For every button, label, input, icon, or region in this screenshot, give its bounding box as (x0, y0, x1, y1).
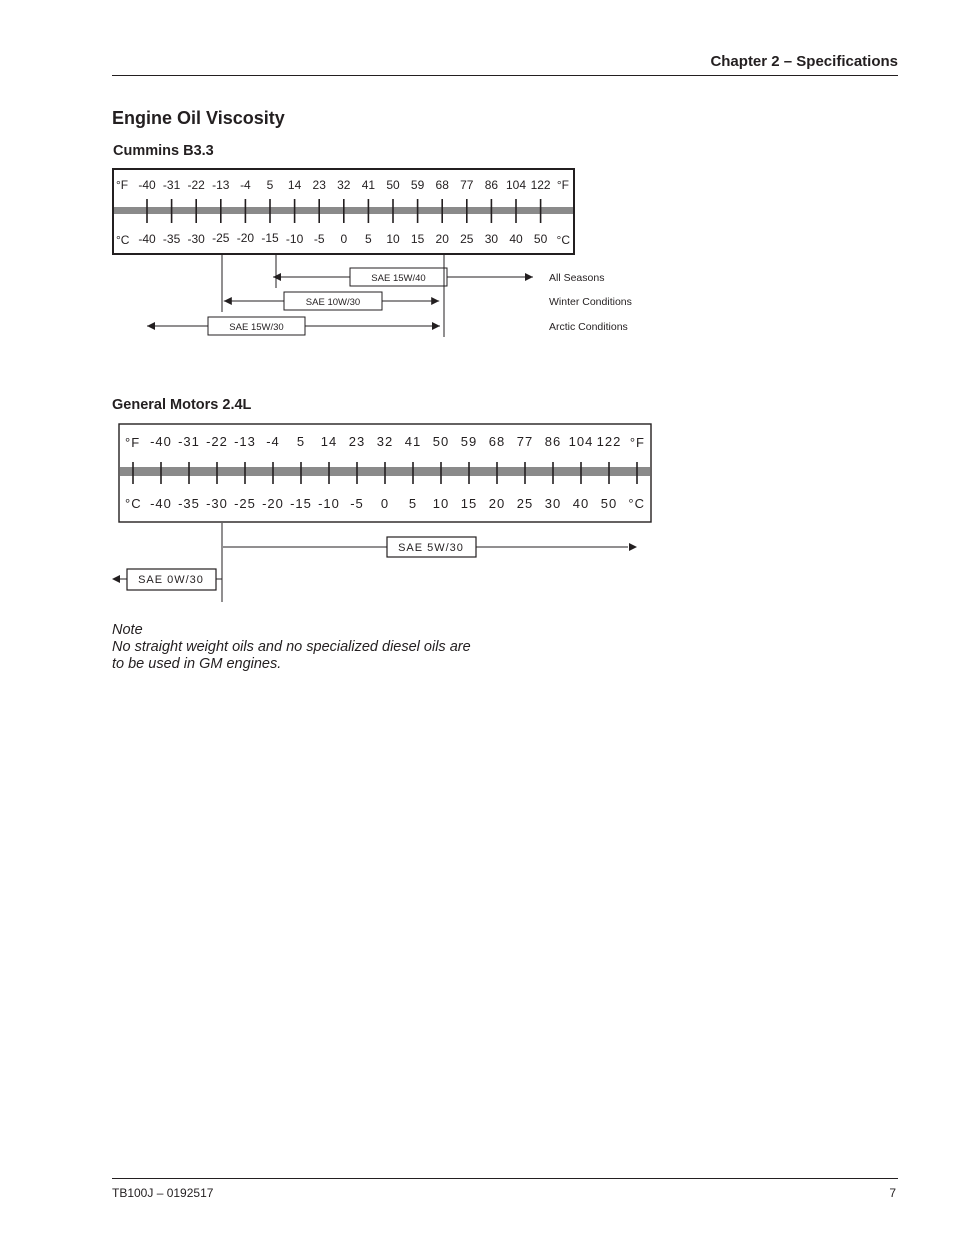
gm-tick-label-f: 41 (404, 434, 422, 449)
gm-tick-label-c: -15 (290, 496, 312, 511)
cummins-tick-label-c: -30 (187, 232, 205, 246)
cummins-tick-label-f: 50 (386, 178, 400, 192)
cummins-condition-label: All Seasons (549, 272, 605, 284)
gm-unit-f-right: °F (629, 435, 645, 450)
cummins-tick-label-f: 122 (530, 178, 551, 192)
note-line-2: to be used in GM engines. (112, 656, 282, 672)
cummins-tick-label-f: -22 (187, 178, 205, 192)
gm-range-arrow-left (112, 575, 120, 583)
note-line-1: No straight weight oils and no specialized diesel oils are (112, 639, 471, 655)
cummins-unit-f-right: °F (556, 178, 569, 192)
gm-tick-label-c: -5 (350, 496, 364, 511)
gm-tick-label-f: 32 (376, 434, 394, 449)
gm-tick-label-c: 30 (544, 496, 562, 511)
cummins-tick-label-c: 15 (410, 232, 425, 246)
cummins-tick-label-f: 14 (287, 178, 302, 192)
cummins-tick-label-c: -40 (138, 232, 156, 246)
note-title: Note (112, 622, 143, 638)
cummins-tick-label-c: 50 (533, 232, 548, 246)
footer-page-number: 7 (889, 1186, 896, 1200)
cummins-tick-label-c: 30 (484, 232, 499, 246)
gm-tick-label-c: 0 (380, 496, 390, 511)
gm-tick-label-c: -40 (150, 496, 172, 511)
cummins-unit-f-left: °F (116, 178, 129, 192)
gm-tick-label-c: 50 (600, 496, 618, 511)
cummins-tick-label-f: 32 (337, 178, 351, 192)
cummins-tick-label-f: 41 (361, 178, 376, 192)
gm-tick-label-c: 15 (460, 496, 478, 511)
cummins-tick-label-f: 86 (484, 178, 499, 192)
cummins-tick-label-c: -5 (313, 232, 325, 246)
gm-tick-label-f: 104 (568, 434, 594, 449)
cummins-unit-c-right: °C (556, 233, 570, 247)
cummins-tick-label-c: -20 (236, 231, 255, 245)
cummins-tick-label-f: 68 (435, 178, 449, 192)
cummins-tick-label-f: -13 (212, 178, 230, 192)
gm-range-arrow-right (629, 543, 637, 551)
cummins-tick-label-f: 77 (460, 178, 474, 192)
gm-unit-c-right: °C (628, 496, 645, 511)
cummins-unit-c-left: °C (116, 233, 130, 247)
cummins-range-label: SAE 15W/40 (371, 273, 426, 284)
cummins-range-label: SAE 15W/30 (229, 322, 284, 333)
cummins-condition-label: Arctic Conditions (549, 321, 628, 333)
note-block (112, 622, 471, 673)
gm-tick-label-f: -4 (266, 434, 280, 449)
cummins-tick-label-c: -10 (285, 232, 304, 246)
cummins-tick-label-f: 104 (505, 178, 527, 192)
gm-tick-label-c: -35 (178, 496, 200, 511)
gm-unit-c-left: °C (125, 496, 142, 511)
cummins-tick-label-f: -40 (138, 178, 156, 192)
cummins-tick-label-f: 5 (266, 178, 274, 192)
gm-tick-label-f: 77 (516, 434, 534, 449)
cummins-tick-label-c: 5 (365, 232, 372, 246)
gm-tick-label-c: -25 (234, 496, 256, 511)
cummins-tick-label-c: 20 (435, 232, 449, 246)
cummins-tick-label-c: 40 (509, 232, 523, 246)
cummins-title: Cummins B3.3 (113, 143, 214, 159)
gm-tick-label-f: -13 (234, 434, 256, 449)
cummins-tick-label-f: 23 (312, 178, 326, 192)
gm-tick-label-f: 59 (460, 434, 478, 449)
gm-tick-label-c: -30 (206, 496, 228, 511)
gm-tick-label-f: 14 (320, 434, 338, 449)
gm-unit-f-left: °F (125, 435, 141, 450)
gm-tick-label-f: 122 (596, 434, 622, 449)
cummins-tick-label-c: -25 (212, 231, 230, 245)
cummins-tick-label-f: 59 (410, 178, 425, 192)
gm-tick-label-c: 5 (408, 496, 418, 511)
gm-range-label: SAE 5W/30 (398, 542, 464, 554)
gm-tick-label-f: -40 (150, 434, 172, 449)
gm-title: General Motors 2.4L (112, 397, 252, 413)
gm-tick-label-f: -31 (178, 434, 200, 449)
gm-tick-label-c: 40 (572, 496, 590, 511)
cummins-tick-label-c: -35 (162, 232, 181, 246)
cummins-tick-label-c: 25 (460, 232, 474, 246)
cummins-tick-label-c: -15 (261, 231, 279, 245)
gm-tick-label-c: 20 (488, 496, 506, 511)
gm-tick-label-c: -10 (318, 496, 340, 511)
cummins-range-label: SAE 10W/30 (305, 297, 361, 308)
gm-tick-label-c: 25 (516, 496, 534, 511)
gm-tick-label-f: 50 (432, 434, 450, 449)
gm-tick-label-f: 23 (348, 434, 366, 449)
gm-tick-label-c: 10 (432, 496, 450, 511)
gm-tick-label-c: -20 (262, 496, 284, 511)
gm-tick-label-f: 86 (544, 434, 562, 449)
section-title: Engine Oil Viscosity (112, 108, 285, 128)
cummins-tick-label-f: -4 (240, 178, 251, 192)
gm-tick-label-f: -22 (206, 434, 228, 449)
gm-tick-label-f: 5 (296, 434, 306, 449)
footer-doc-id: TB100J – 0192517 (112, 1186, 214, 1200)
cummins-condition-label: Winter Conditions (549, 296, 632, 308)
gm-range-label: SAE 0W/30 (138, 574, 204, 586)
cummins-tick-label-c: 0 (340, 232, 348, 246)
cummins-tick-label-f: -31 (162, 178, 181, 192)
cummins-tick-label-c: 10 (386, 232, 400, 246)
footer-rule (112, 1178, 898, 1179)
chapter-header: Chapter 2 – Specifications (710, 53, 898, 70)
gm-tick-label-f: 68 (488, 434, 506, 449)
